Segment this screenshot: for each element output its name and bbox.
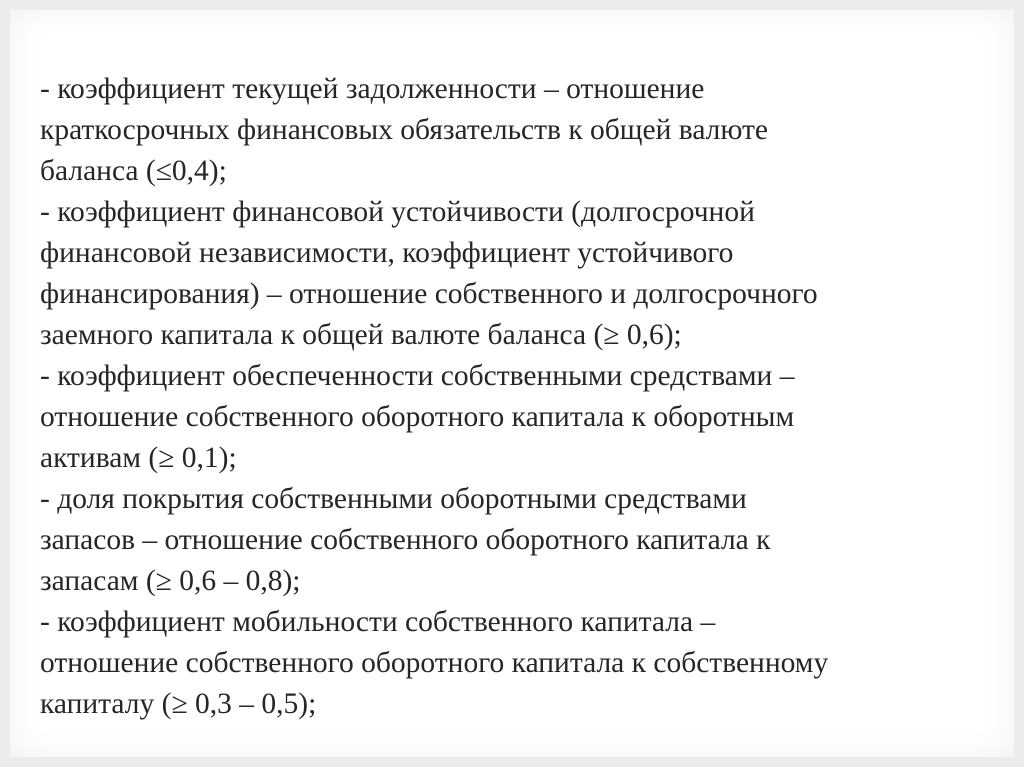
text-line: - доля покрытия собственными оборотными средствами bbox=[40, 483, 747, 515]
text-line: запасов – отношение собственного оборотного капитала к bbox=[40, 524, 771, 556]
text-line: баланса (≤0,4); bbox=[40, 155, 227, 187]
text-line: - коэффициент текущей задолженности – отношение bbox=[40, 73, 705, 105]
text-line: заемного капитала к общей валюте баланса (≥ 0,6); bbox=[40, 319, 682, 351]
text-line: активам (≥ 0,1); bbox=[40, 442, 237, 474]
text-line: финансирования) – отношение собственного и долгосрочного bbox=[40, 278, 818, 310]
text-line: запасам (≥ 0,6 – 0,8); bbox=[40, 565, 301, 597]
text-line: - коэффициент обеспеченности собственными средствами – bbox=[40, 360, 795, 392]
text-line: капиталу (≥ 0,3 – 0,5); bbox=[40, 688, 317, 720]
text-line: финансовой независимости, коэффициент устойчивого bbox=[40, 237, 734, 269]
text-line: отношение собственного оборотного капитала к собственному bbox=[40, 647, 829, 679]
text-line: краткосрочных финансовых обязательств к общей валюте bbox=[40, 114, 769, 146]
text-line: отношение собственного оборотного капитала к оборотным bbox=[40, 401, 795, 433]
text-line: - коэффициент мобильности собственного капитала – bbox=[40, 606, 716, 638]
ratios-text-block bbox=[40, 69, 1000, 725]
text-line: - коэффициент финансовой устойчивости (долгосрочной bbox=[40, 196, 755, 228]
